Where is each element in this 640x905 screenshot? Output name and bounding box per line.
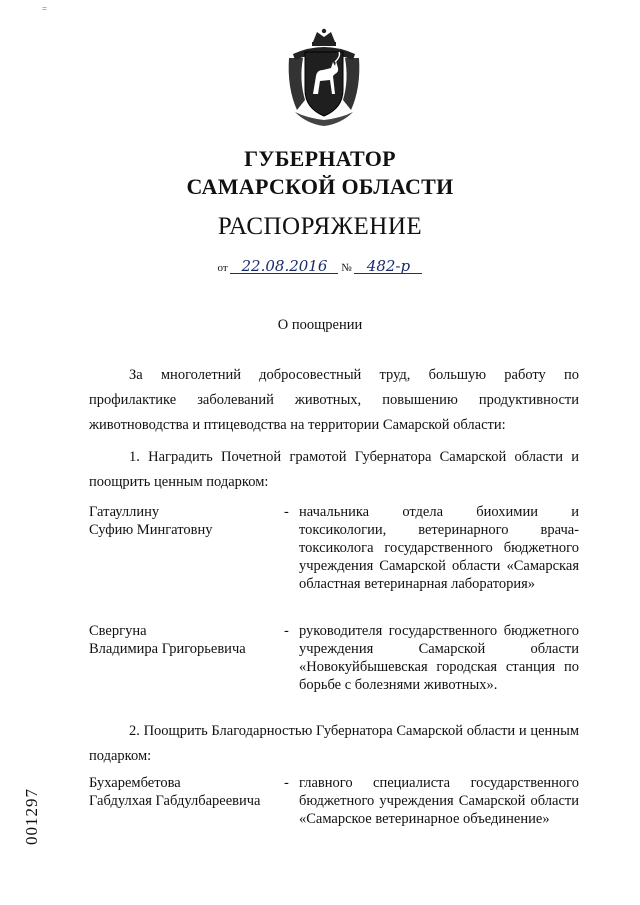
item-2-paragraph	[89, 719, 579, 769]
awardee-name: Бухарембетова Габдулхая Габдулбареевича	[89, 775, 261, 809]
handwritten-date: 22.08.2016	[230, 259, 338, 274]
awardee-description: начальника отдела биохимии и токсикологии, ветеринарного врача-токсиколога государственного бюджетного учреждения Самарской области «Самарская областная ветеринарная лаборатория»	[299, 504, 579, 592]
date-number-line	[0, 259, 640, 274]
intro-text: За многолетний добросовестный труд, большую работу по профилактике заболеваний животных, повышению продуктивности животноводства и птицеводства на территории Самарской области:	[89, 367, 579, 433]
title-region: САМАРСКОЙ ОБЛАСТИ	[186, 174, 454, 199]
awardee-entry	[89, 622, 579, 697]
awardee-dash: -	[284, 775, 289, 791]
side-serial-number: 001297	[22, 788, 41, 845]
handwritten-number: 482-р	[354, 259, 422, 274]
corner-mark: =	[42, 4, 48, 14]
awardee-description: главного специалиста государственного бюджетного учреждения Самарской области «Самарское ветеринарное объединение»	[299, 775, 579, 827]
intro-paragraph	[89, 363, 579, 438]
awardee-name: Гатауллину Суфию Мингатовну	[89, 504, 213, 538]
awardee-name: Свергуна Владимира Григорьевича	[89, 623, 246, 657]
awardee-dash: -	[284, 504, 289, 520]
title-governor: ГУБЕРНАТОР	[244, 146, 396, 171]
subject-line: О поощрении	[277, 317, 363, 333]
item-1-text: 1. Наградить Почетной грамотой Губернатора Самарской области и поощрить ценным подарком:	[89, 449, 579, 490]
item-1-paragraph	[89, 445, 579, 495]
date-prefix: от	[217, 262, 228, 274]
document-type: РАСПОРЯЖЕНИЕ	[217, 213, 423, 240]
awardee-entry	[89, 774, 579, 849]
coat-of-arms-icon	[283, 28, 365, 128]
item-2-text: 2. Поощрить Благодарностью Губернатора Самарской области и ценным подарком:	[89, 723, 579, 764]
awardee-description: руководителя государственного бюджетного учреждения Самарской области «Новокуйбышевская городская станция по борьбе с болезнями животных».	[299, 623, 579, 693]
awardee-entry	[89, 503, 579, 608]
awardee-dash: -	[284, 623, 289, 639]
number-prefix: №	[341, 262, 352, 274]
